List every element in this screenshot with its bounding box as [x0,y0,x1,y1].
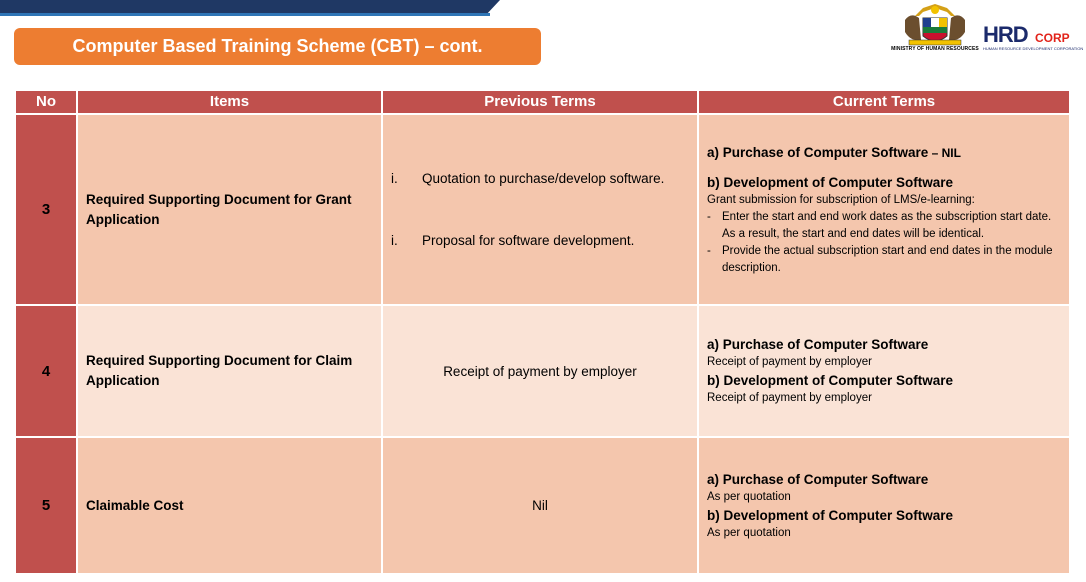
row-number: 5 [15,437,77,574]
dash-marker: - [707,244,711,257]
hrd-caption: HUMAN RESOURCE DEVELOPMENT CORPORATION [983,46,1084,51]
header-no: No [15,90,77,114]
header-items: Items [77,90,382,114]
development-text: Receipt of payment by employer [707,392,872,404]
development-heading: b) Development of Computer Software [707,373,954,388]
row-previous-terms: Nil [382,437,698,574]
row-current-terms [698,114,1070,305]
list-item [707,209,1061,243]
header-current-terms: Current Terms [698,90,1070,114]
table-row [15,437,1070,574]
purchase-nil: – NIL [928,145,961,160]
table-row [15,114,1070,305]
hrd-logo-text: HRD [983,22,1028,47]
purchase-text: As per quotation [707,490,791,503]
hrd-logo-corp: CORP [1035,31,1070,45]
list-marker: i. [391,232,398,248]
development-intro: Grant submission for subscription of LMS/e-learning: [707,193,975,206]
header-band-accent [0,13,490,16]
list-item [391,231,689,251]
row-item: Required Supporting Document for Claim Application [77,305,382,437]
hrd-corp-logo [983,22,1084,56]
purchase-heading [707,143,1061,163]
dash-marker: - [707,210,711,223]
row-current-terms [698,437,1070,574]
row-previous-terms [382,114,698,305]
purchase-text: Receipt of payment by employer [707,356,872,368]
list-text: Enter the start and end work dates as the subscription start date. As a result, the start and end dates will be identical. [722,210,1052,240]
list-text: Proposal for software development. [422,232,635,248]
list-item [391,169,689,189]
purchase-heading: a) Purchase of Computer Software [707,337,929,352]
row-item: Claimable Cost [77,437,382,574]
purchase-heading: a) Purchase of Computer Software [707,471,929,487]
header-previous-terms: Previous Terms [382,90,698,114]
spacer [707,163,1061,173]
table-row [15,305,1070,437]
row-current-terms [698,305,1070,437]
row-item: Required Supporting Document for Grant Application [77,114,382,305]
row-number: 4 [15,305,77,437]
list-marker: i. [391,170,398,186]
list-text: Quotation to purchase/develop software. [422,170,665,186]
development-text: As per quotation [707,526,791,539]
cbt-terms-table [14,89,1071,575]
development-heading: b) Development of Computer Software [707,174,954,190]
ministry-caption: MINISTRY OF HUMAN RESOURCES [891,46,979,52]
table-header-row [15,90,1070,114]
list-text: Provide the actual subscription start and end dates in the module description. [722,244,1053,274]
development-heading: b) Development of Computer Software [707,507,954,523]
page-title: Computer Based Training Scheme (CBT) – cont. [14,28,541,65]
list-item [707,243,1061,277]
purchase-heading-text: a) Purchase of Computer Software [707,144,929,160]
row-number: 3 [15,114,77,305]
row-previous-terms: Receipt of payment by employer [382,305,698,437]
